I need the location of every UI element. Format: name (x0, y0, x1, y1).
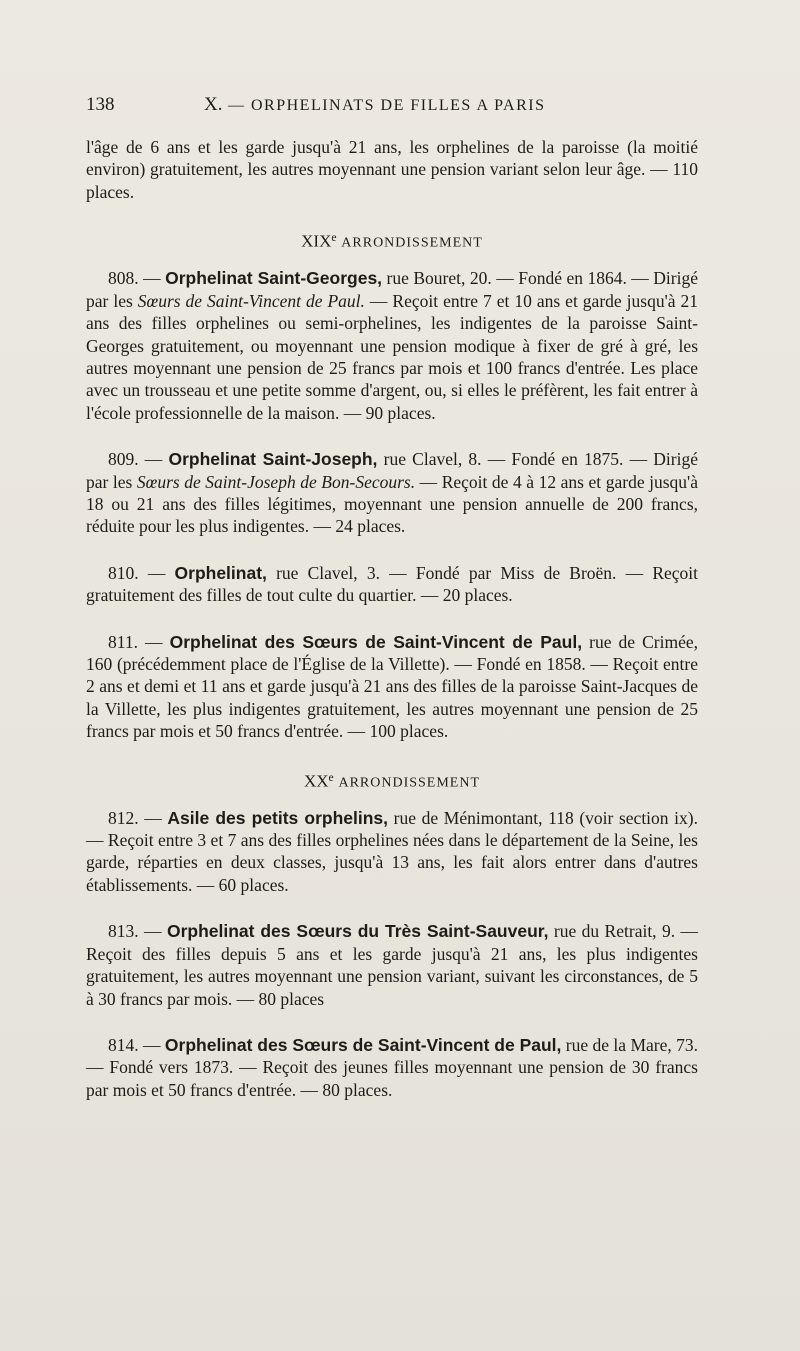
entry-number: 812. — (108, 807, 168, 828)
section-heading-xix (86, 227, 698, 255)
institution-name: Orphelinat Saint-Joseph, (168, 449, 378, 470)
entry-number: 811. — (108, 631, 170, 652)
entry-text: ). — Reçoit entre 3 et 7 ans des filles orphelines nées dans le département de la Seine, les garde, réparties en deux classes, jusqu'à 13 ans, les fait alors entrer dans d'autres établissements. — 60 places. (86, 807, 698, 895)
section-number: XIX (301, 231, 332, 251)
section-number-suffix: e (328, 770, 335, 784)
entry-text: rue de Crimée, 160 (précédemment place de l'Église de la Villette). — Fondé en 1858. — Reçoit entre 2 ans et demi et 11 ans et garde jusqu'à 21 ans des filles de la paroisse Saint-Jacques de la Villette, les plus indigentes gratuitement, les autres moyennant une pension de 25 francs par mois et 50 francs d'entrée. — 100 places. (86, 631, 698, 742)
section-reference: ix (674, 807, 688, 828)
entry-number: 814. — (108, 1034, 165, 1055)
entry-number: 813. — (108, 921, 167, 942)
institution-name: Orphelinat, (174, 562, 267, 583)
section-number: XX (303, 771, 329, 791)
entry-text: rue de la Mare, 73. — Fondé vers 1873. — Reçoit des jeunes filles moyennant une pension de 30 francs par mois et 50 francs d'entrée. — 80 places. (86, 1034, 698, 1100)
institution-name: Orphelinat Saint-Georges, (165, 268, 383, 289)
entry-812 (86, 807, 698, 897)
section-number-suffix: e (331, 231, 338, 245)
entry-text: rue du Retrait, 9. — Reçoit des filles depuis 5 ans et les garde jusqu'à 21 ans, les plus indigentes gratuitement, les autres moyennant une pension variant, suivant les circonstances, de 5 à 30 francs par mois. — 80 places (86, 921, 699, 1009)
running-title (204, 94, 546, 116)
entry-text: — Reçoit entre 7 et 10 ans et garde jusqu'à 21 ans des filles orphelines ou semi-orphelines, les indigentes de la paroisse Saint-Georges gratuitement, ou moyennant une pension modique à fixer de gré à gré, les autres moyennant une pension de 25 francs par mois et 100 francs d'entrée. Les place avec un trousseau et une petite somme d'argent, ou, si elles le préfèrent, les fait entrer à l'école professionnelle de la maison. — 90 places. (86, 290, 698, 423)
header-separator: — (227, 97, 246, 114)
entry-text: — Reçoit de 4 à 12 ans et garde jusqu'à 18 ou 21 ans des filles légitimes, moyennant une pension annuelle de 200 francs, réduite pour les plus indigentes. — 24 places. (86, 471, 698, 537)
chapter-title: ORPHELINATS DE FILLES A PARIS (250, 97, 546, 114)
directing-order: Sœurs de Saint-Vincent de Paul. (137, 290, 365, 311)
section-label: ARRONDISSEMENT (341, 235, 483, 251)
section-heading-xx (86, 767, 698, 795)
directing-order: Sœurs de Saint-Joseph de Bon-Secours. (136, 471, 416, 492)
entry-808 (86, 267, 698, 424)
entry-text: rue Bouret, 20. — Fondé en 1864. — Dirigé par les (86, 268, 698, 311)
institution-name: Orphelinat des Sœurs du Très Saint-Sauveur, (166, 921, 549, 942)
entry-811 (86, 631, 698, 743)
institution-name: Orphelinat des Sœurs de Saint-Vincent de Paul, (164, 1034, 562, 1055)
entry-number: 809. — (108, 449, 169, 470)
entry-810 (86, 562, 698, 607)
entry-809 (86, 448, 698, 538)
body-text (86, 136, 698, 1101)
entry-text: rue de Ménimontant, 118 (voir section (388, 807, 675, 828)
page-number: 138 (86, 94, 115, 115)
continuation-paragraph: l'âge de 6 ans et les garde jusqu'à 21 ans, les orphelines de la paroisse (la moitié environ) gratuitement, les autres moyennant une pension variant selon leur âge. — 110 places. (86, 137, 698, 202)
institution-name: Asile des petits orphelins, (167, 807, 389, 828)
institution-name: Orphelinat des Sœurs de Saint-Vincent de Paul, (169, 631, 583, 652)
chapter-number: X. (204, 94, 223, 115)
entry-number: 808. — (108, 268, 166, 289)
section-label: ARRONDISSEMENT (338, 775, 481, 791)
entry-814 (86, 1034, 698, 1101)
entry-813 (86, 920, 698, 1010)
entry-text: rue Clavel, 8. — Fondé en 1875. — Dirigé par les (86, 449, 698, 492)
running-header (86, 94, 702, 120)
entry-text: rue Clavel, 3. — Fondé par Miss de Broën. — Reçoit gratuitement des filles de tout culte du quartier. — 20 places. (86, 562, 698, 606)
entry-number: 810. — (108, 562, 175, 583)
